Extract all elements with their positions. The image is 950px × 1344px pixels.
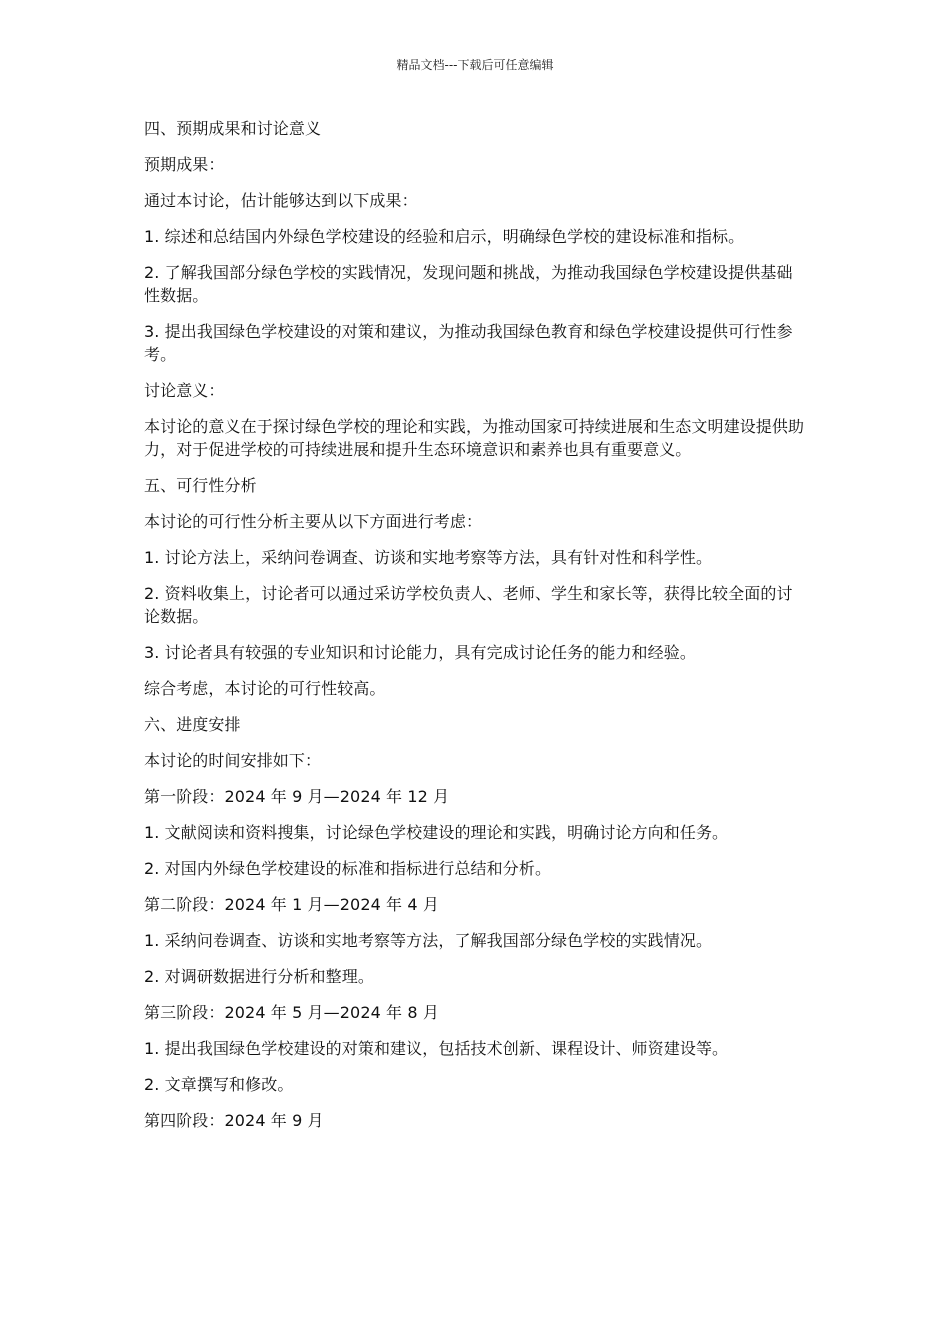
list-item: 1. 综述和总结国内外绿色学校建设的经验和启示，明确绿色学校的建设标准和指标。 — [144, 227, 745, 246]
list-item: 1. 文献阅读和资料搜集，讨论绿色学校建设的理论和实践，明确讨论方向和任务。 — [144, 823, 729, 842]
list-item: 3. 提出我国绿色学校建设的对策和建议，为推动我国绿色教育和绿色学校建设提供可行性参考。 — [144, 322, 793, 364]
list-item: 2. 对国内外绿色学校建设的标准和指标进行总结和分析。 — [144, 859, 552, 878]
subheading-expected-results: 预期成果： — [144, 155, 225, 174]
phase-heading: 第四阶段：2024 年 9 月 — [144, 1111, 324, 1130]
phase-heading: 第三阶段：2024 年 5 月—2024 年 8 月 — [144, 1003, 439, 1022]
subheading-significance: 讨论意义： — [144, 381, 225, 400]
paragraph: 综合考虑，本讨论的可行性较高。 — [144, 679, 386, 698]
section-heading-schedule: 六、进度安排 — [144, 715, 241, 734]
list-item: 2. 对调研数据进行分析和整理。 — [144, 967, 374, 986]
list-item: 1. 采纳问卷调查、访谈和实地考察等方法，了解我国部分绿色学校的实践情况。 — [144, 931, 713, 950]
list-item: 3. 讨论者具有较强的专业知识和讨论能力，具有完成讨论任务的能力和经验。 — [144, 643, 696, 662]
list-item: 2. 了解我国部分绿色学校的实践情况，发现问题和挑战，为推动我国绿色学校建设提供基础性数据。 — [144, 263, 793, 305]
page-header: 精品文档---下载后可任意编辑 — [396, 58, 554, 72]
document-body — [144, 117, 806, 1145]
paragraph: 本讨论的可行性分析主要从以下方面进行考虑： — [144, 512, 483, 531]
list-item: 2. 文章撰写和修改。 — [144, 1075, 294, 1094]
section-heading-expected-results: 四、预期成果和讨论意义 — [144, 119, 322, 138]
phase-heading: 第二阶段：2024 年 1 月—2024 年 4 月 — [144, 895, 439, 914]
paragraph: 通过本讨论，估计能够达到以下成果： — [144, 191, 418, 210]
list-item: 1. 提出我国绿色学校建设的对策和建议，包括技术创新、课程设计、师资建设等。 — [144, 1039, 729, 1058]
list-item: 1. 讨论方法上，采纳问卷调查、访谈和实地考察等方法，具有针对性和科学性。 — [144, 548, 713, 567]
paragraph: 本讨论的时间安排如下： — [144, 751, 322, 770]
section-heading-feasibility: 五、可行性分析 — [144, 476, 257, 495]
list-item: 2. 资料收集上，讨论者可以通过采访学校负责人、老师、学生和家长等，获得比较全面的讨论数据。 — [144, 584, 793, 626]
paragraph: 本讨论的意义在于探讨绿色学校的理论和实践，为推动国家可持续进展和生态文明建设提供助力，对于促进学校的可持续进展和提升生态环境意识和素养也具有重要意义。 — [144, 417, 805, 459]
phase-heading: 第一阶段：2024 年 9 月—2024 年 12 月 — [144, 787, 450, 806]
